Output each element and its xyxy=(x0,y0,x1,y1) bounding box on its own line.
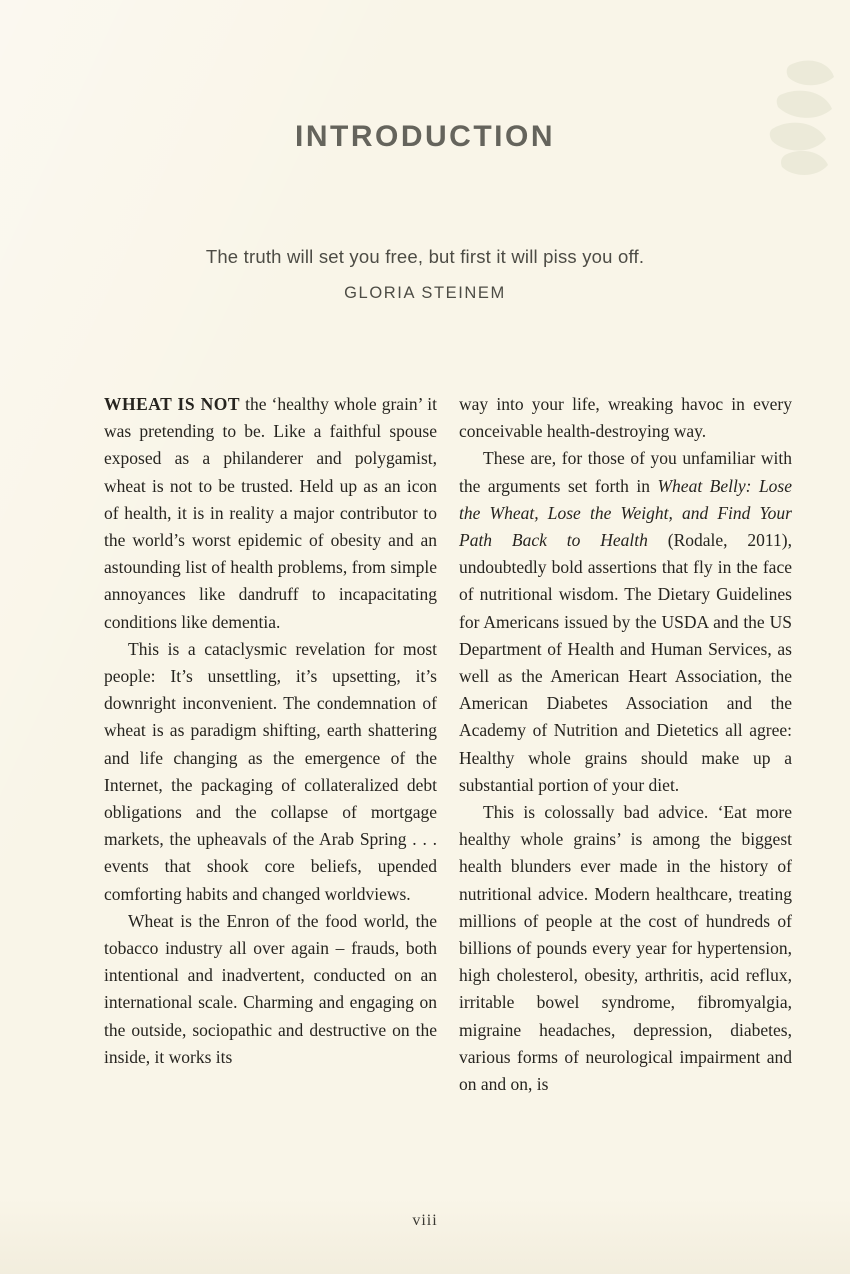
paragraph-text: These are, for those of you unfamiliar with the arguments set forth in xyxy=(459,448,792,496)
lead-in-text: WHEAT IS NOT xyxy=(104,394,241,414)
page-title: INTRODUCTION xyxy=(295,120,555,153)
paragraph: This is a cataclysmic revelation for most people: It’s unsettling, it’s upsetting, it’s downright inconvenient. The condemnation of wheat is as paradigm shifting, earth shattering and life changing as the emergence of the Internet, the packaging of collateralized debt obligations and the collapse of mortgage markets, the upheavals of the Arab Spring . . . events that shook core beliefs, upended comforting habits and changed worldviews. xyxy=(104,638,437,904)
paragraph-text: the ‘healthy whole grain’ it was pretending to be. Like a faithful spouse exposed as a philanderer and polygamist, wheat is not to be trusted. Held up as an icon of health, it is in reality a major contributor to the world’s worst epidemic of obesity and an astounding list of health problems, from simple annoyances like dandruff to incapacitating conditions like dementia. xyxy=(104,394,437,632)
book-title-reference: Wheat Belly: Lose the Wheat, Lose the Weight, and Find Your Path Back to Health xyxy=(459,475,793,551)
epigraph xyxy=(0,246,850,303)
paragraph-text: (Rodale, 2011), undoubtedly bold assertions that fly in the face of nutritional wisdom. The Dietary Guidelines for Americans issued by the USDA and the US Department of Health and Human Services, as well as the American Heart Association, the American Diabetes Association and the Academy of Nutrition and Dietetics all agree: Healthy whole grains should make up a substantial portion of your diet. xyxy=(459,530,792,795)
epigraph-quote: The truth will set you free, but first it will piss you off. xyxy=(205,246,645,267)
paragraph xyxy=(104,391,437,636)
paragraph xyxy=(459,445,792,799)
right-column xyxy=(459,391,792,1098)
body-columns xyxy=(0,391,850,1098)
epigraph-attribution: GLORIA STEINEM xyxy=(344,284,506,302)
paragraph: This is colossally bad advice. ‘Eat more healthy whole grains’ is among the biggest health blunders ever made in the history of nutritional advice. Modern healthcare, treating millions of people at the cost of hundreds of billions of pounds every year for hypertension, high cholesterol, obesity, arthritis, acid reflux, irritable bowel syndrome, fibromyalgia, migraine headaches, depression, diabetes, various forms of neurological impairment and on and on, is xyxy=(459,802,792,1095)
left-column xyxy=(104,391,437,1098)
paragraph: way into your life, wreaking havoc in every conceivable health-destroying way. xyxy=(459,394,792,442)
paragraph: Wheat is the Enron of the food world, the tobacco industry all over again – frauds, both intentional and inadvertent, conducted on an international scale. Charming and engaging on the outside, sociopathic and destructive on the inside, it works its xyxy=(104,910,437,1067)
page-number: viii xyxy=(412,1212,438,1229)
